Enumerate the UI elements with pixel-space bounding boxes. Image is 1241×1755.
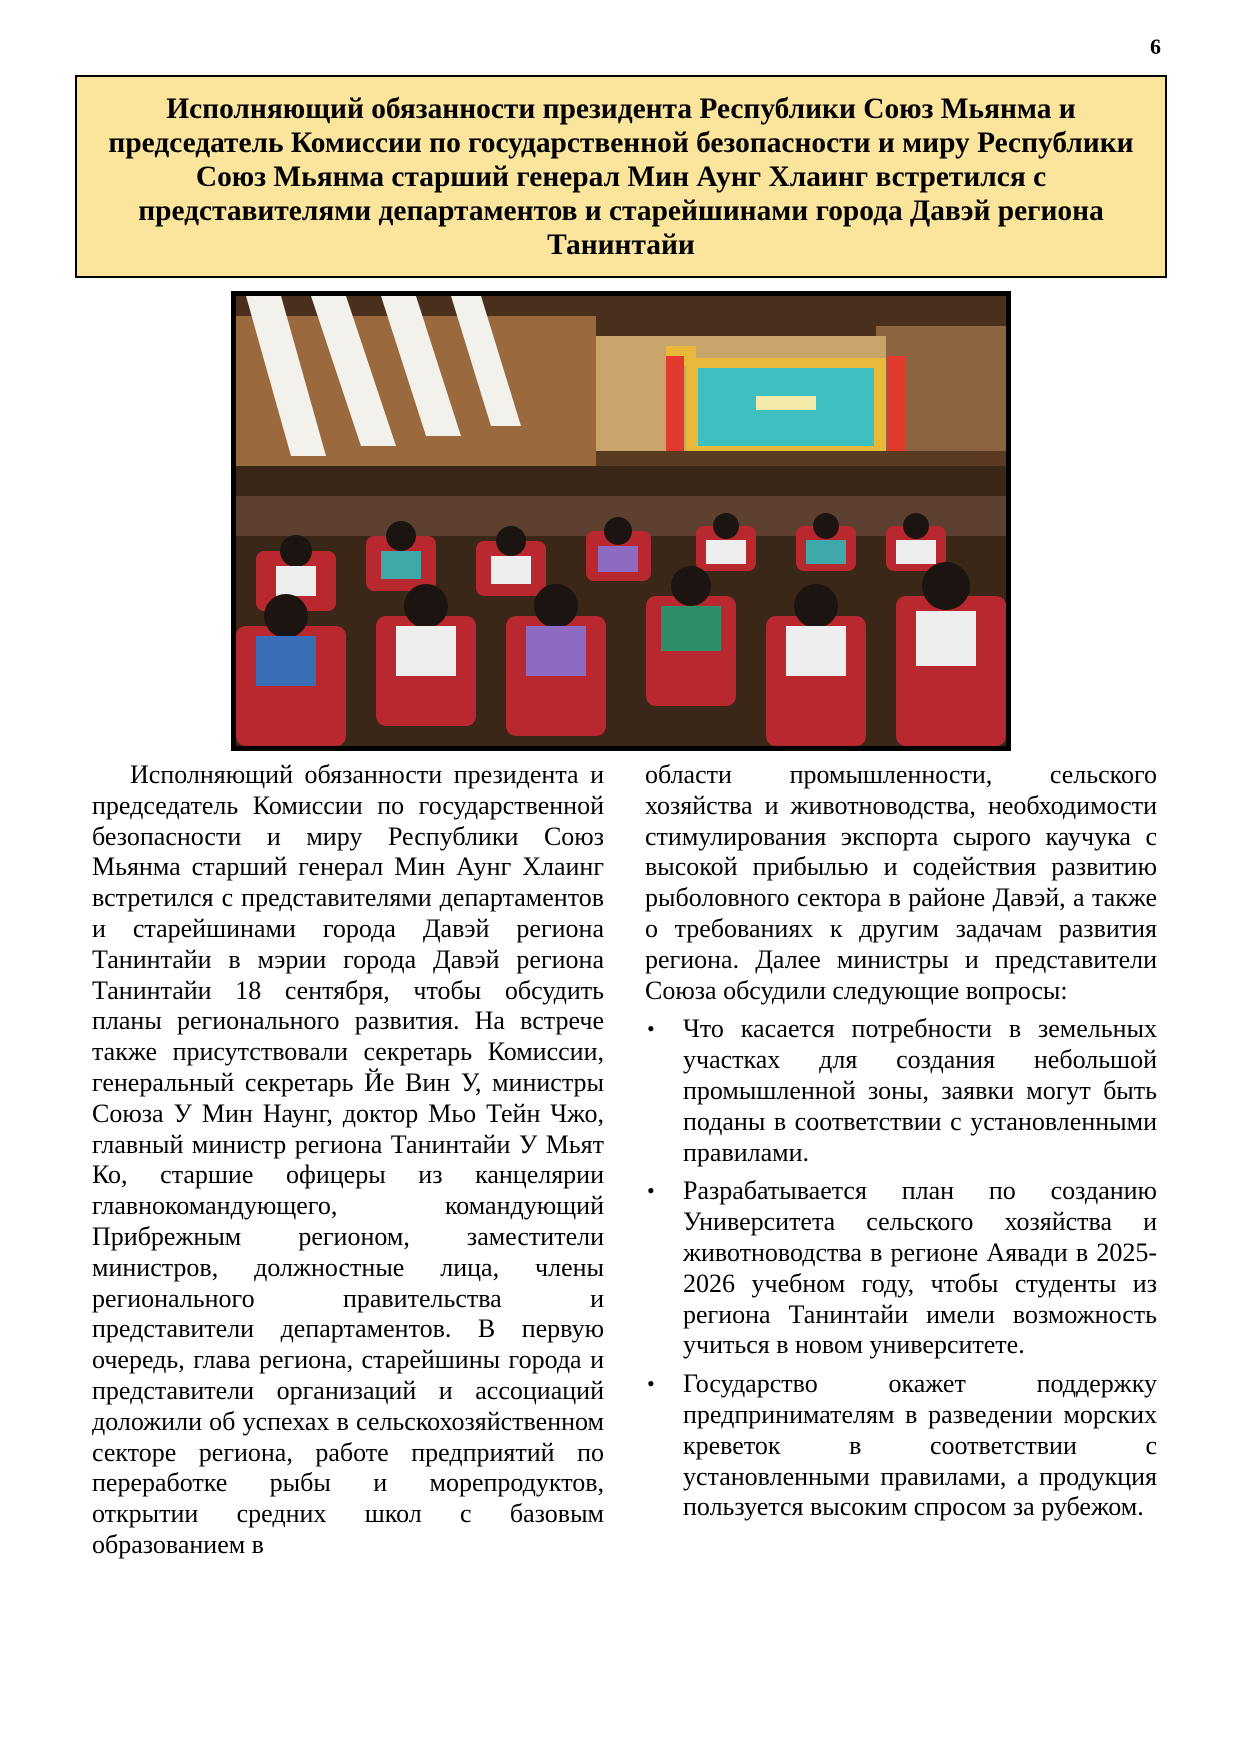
list-item (645, 1176, 1157, 1361)
list-item (645, 1369, 1157, 1523)
flag-right (888, 356, 906, 456)
page-number: 6 (1150, 34, 1161, 59)
audience (236, 466, 1006, 746)
bullet-icon: • (647, 1178, 655, 1204)
article-column-right (645, 760, 1157, 1531)
list-item (645, 1014, 1157, 1168)
bullet-icon: • (647, 1371, 655, 1397)
article-continuation: области промышленности, сельского хозяйства и животноводства, необходимости стимулирования экспорта сырого каучука с высокой прибылью и содействия развитию рыболовного сектора в районе Давэй, а также о требованиях к другим задачам развития региона. Далее министры и представители Союза обсудили следующие вопросы: (645, 760, 1157, 1005)
headline: Исполняющий обязанности президента Республики Союз Мьянма и председатель Комиссии по государственной безопасности и миру Республики Союз Мьянма старший генерал Мин Аунг Хлаинг встретился с представителями департаментов и старейшинами города Давэй региона Танинтайи (108, 92, 1134, 261)
meeting-hall-photo (231, 291, 1011, 751)
bullet-list (645, 1014, 1157, 1523)
flag-left (666, 356, 684, 456)
bullet-icon: • (647, 1016, 655, 1042)
screen-text (756, 396, 816, 410)
article-column-left (92, 760, 604, 1561)
article-intro: Исполняющий обязанности президента и председатель Комиссии по государственной безопасности и миру Республики Союз Мьянма старший генерал Мин Аунг Хлаинг встретился с представителями департаментов и старейшинами города Давэй региона Танинтайи в мэрии города Давэй региона Танинтайи 18 сентября, чтобы обсудить планы регионального развития. На встрече также присутствовали секретарь Комиссии, генеральный секретарь Йе Вин У, министры Союза У Мин Наунг, доктор Мьо Тейн Чжо, главный министр региона Танинтайи У Мьят Ко, старшие офицеры из канцелярии главнокомандующего, командующий Прибрежным регионом, заместители министров, должностные лица, члены регионального правительства и представители департаментов. В первую очередь, глава региона, старейшины города и представители организаций и ассоциаций доложили об успехах в сельскохозяйственном секторе региона, работе предприятий по переработке рыбы и морепродуктов, открытии средних школ с базовым образованием в (92, 760, 604, 1559)
photo-illustration (236, 296, 1006, 746)
bullet-text: Разрабатывается план по созданию Университета сельского хозяйства и животноводства в регионе Аявади в 2025-2026 учебном году, чтобы студенты из региона Танинтайи имели возможность учиться в новом университете. (683, 1176, 1157, 1360)
bullet-text: Что касается потребности в земельных участках для создания небольшой промышленной зоны, заявки могут быть поданы в соответствии с установленными правилами. (683, 1014, 1157, 1167)
bullet-text: Государство окажет поддержку предпринимателям в разведении морских креветок в соответствии с установленными правилами, а продукция пользуется высоким спросом за рубежом. (683, 1369, 1157, 1522)
headline-box (75, 75, 1167, 278)
